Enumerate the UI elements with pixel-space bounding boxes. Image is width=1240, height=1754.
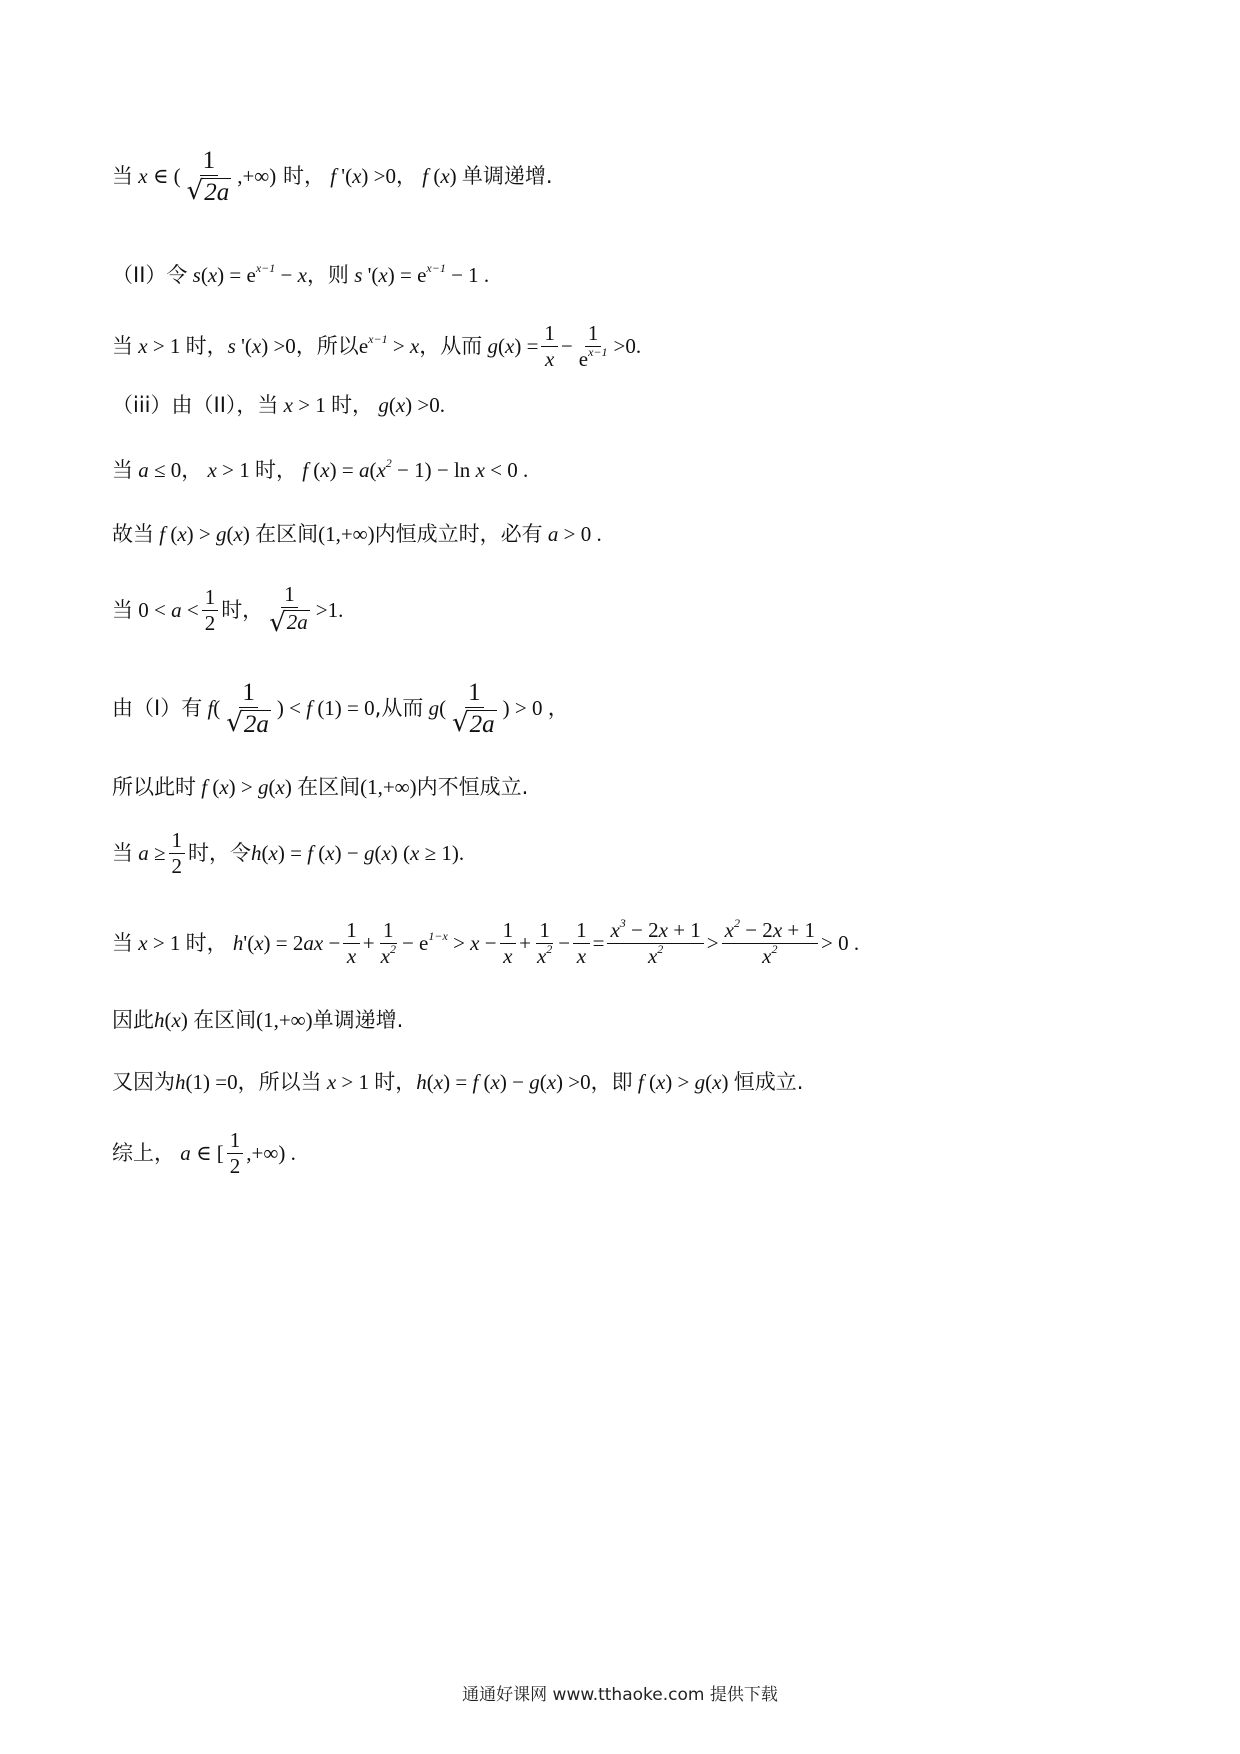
text: ,从而: [374, 696, 424, 720]
solution-line-8: 由（I）有 f ( 1 √ 2a ) < f (1) = 0 ,从而 g ( 1 √ 2a ) > 0 ，: [112, 679, 569, 738]
solution-line-3: 当 x > 1 时， s '(x) >0 ，所以 $e^{x-1} > x$ ，从而 g (x) = $\frac{1}{x}$ − $\frac{1}{e^{x-1}}$ >0.: [112, 321, 642, 371]
footer-download-note: 通通好课网 www.tthaoke.com 提供下载: [462, 1685, 778, 1705]
solution-line-9: 所以此时 f (x) > g(x) 在区间 (1,+∞) 内不恒成立.: [112, 775, 529, 799]
text: ，所以: [295, 334, 359, 358]
fraction: 1 √ 2a: [269, 582, 308, 638]
solution-line-14: 综上， a ∈ [ $\frac{1}{2}$ ,+∞) .: [112, 1128, 296, 1178]
text: 时，: [254, 458, 297, 482]
text: （iii）由（II），当: [112, 393, 279, 417]
text: 综上，: [112, 1141, 175, 1165]
text: 所以此时: [112, 775, 196, 799]
text: 时，: [331, 393, 374, 417]
fraction: $\frac{x^2 - 2x + 1}{x^2}$: [722, 920, 818, 967]
fraction: $\frac{1}{2}$: [169, 830, 186, 877]
text: 又因为: [112, 1070, 175, 1094]
fraction: 1 √ 2a: [186, 147, 230, 206]
text: 时，: [221, 597, 264, 622]
solution-line-10: 当 a ≥ $\frac{1}{2}$ 时，令 h (x) = f (x) − g(x) (x ≥ 1).: [112, 828, 465, 878]
solution-line-7: 当 0 < a < $\frac{1}{2}$ 时， 1 √ 2a >1.: [112, 582, 344, 638]
text: 当: [112, 334, 133, 358]
fraction: $\frac{x^3 - 2x + 1}{x^2}$: [607, 920, 703, 967]
solution-line-4: （iii）由（II），当 x > 1 时， g (x) >0.: [112, 393, 445, 417]
fraction: $\frac{1}{x}$: [541, 323, 558, 370]
fraction: $\frac{1}{x^2}$: [380, 918, 396, 968]
fraction: $\frac{1}{x^2}$: [536, 918, 553, 968]
text: 当: [112, 931, 133, 955]
solution-line-13: 又因为 h (1) =0 ，所以当 x > 1 时， h (x) = f (x) − g(x) >0 ，即 f (x) > g(x) 恒成立.: [112, 1070, 804, 1094]
text: （II）令: [112, 263, 188, 287]
text: 故当: [112, 522, 154, 546]
text: 由（I）有: [112, 696, 203, 720]
text: 恒成立.: [733, 1070, 804, 1094]
text: 当: [112, 164, 133, 188]
fraction: $\frac{1}{x}$: [500, 920, 517, 967]
text: ，: [181, 458, 203, 482]
text: 当: [112, 458, 133, 482]
solution-line-6: 故当 f (x) > g(x) 在区间 (1,+∞) 内恒成立时，必有 a > 0 .: [112, 522, 602, 546]
solution-line-1: 当 x ∈ ( 1 √ 2a ,+∞) 时， f '(x) >0， f (x) 单调递增.: [112, 147, 553, 206]
text: ，即: [590, 1070, 633, 1094]
fraction: 1 √ 2a: [452, 679, 495, 738]
fraction: $\frac{1}{2}$: [227, 1130, 244, 1177]
fraction: $\frac{1}{x}$: [573, 920, 590, 967]
text: 内恒成立时，必有: [374, 522, 543, 546]
fraction: $\frac{1}{e^{x-1}}$: [578, 321, 608, 371]
text: 时，: [185, 334, 228, 358]
text: 内不恒成立.: [416, 775, 529, 799]
fraction: $\frac{1}{2}$: [202, 587, 219, 634]
text: ，从而: [419, 334, 483, 358]
text: 单调递增.: [312, 1008, 404, 1032]
text: 当: [112, 597, 133, 622]
solution-line-12: 因此 h (x) 在区间 (1,+∞) 单调递增.: [112, 1008, 404, 1032]
fraction: 1 √ 2a: [226, 679, 269, 738]
text: ，则: [306, 263, 349, 287]
solution-line-5: 当 a ≤ 0 ， x > 1 时， f $(x) = a(x^2 - 1) - \ln x < 0$ .: [112, 456, 529, 482]
text: 在区间: [297, 775, 361, 799]
solution-line-11: 当 x > 1 时， h '(x) = 2ax − $\frac{1}{x}$ + $\frac{1}{x^2}$ − $e^{1-x} > x$ − $\frac{1}{x}$ + $\frac{1}{x^2}$ − $\frac{1}{x}$ = $\frac{x^3 - 2x + 1}{x^2}$ > $\frac{x^2 - 2x + 1}{x^2}$ > 0 .: [112, 916, 860, 968]
text: 因此: [112, 1008, 154, 1032]
text: 时，: [374, 1070, 417, 1094]
text: 时，: [185, 931, 228, 955]
text: 在区间: [193, 1008, 257, 1032]
text: 当: [112, 841, 133, 865]
text: 在区间: [255, 522, 319, 546]
text: 时，令: [188, 841, 252, 865]
text: ，所以当: [237, 1070, 322, 1094]
fraction: $\frac{1}{x}$: [343, 920, 360, 967]
solution-line-2: （II）令 s $(x) = e^{x-1} - x$ ，则 s '$(x) = e^{x-1} - 1$ .: [112, 261, 490, 287]
text: 单调递增.: [461, 164, 553, 188]
